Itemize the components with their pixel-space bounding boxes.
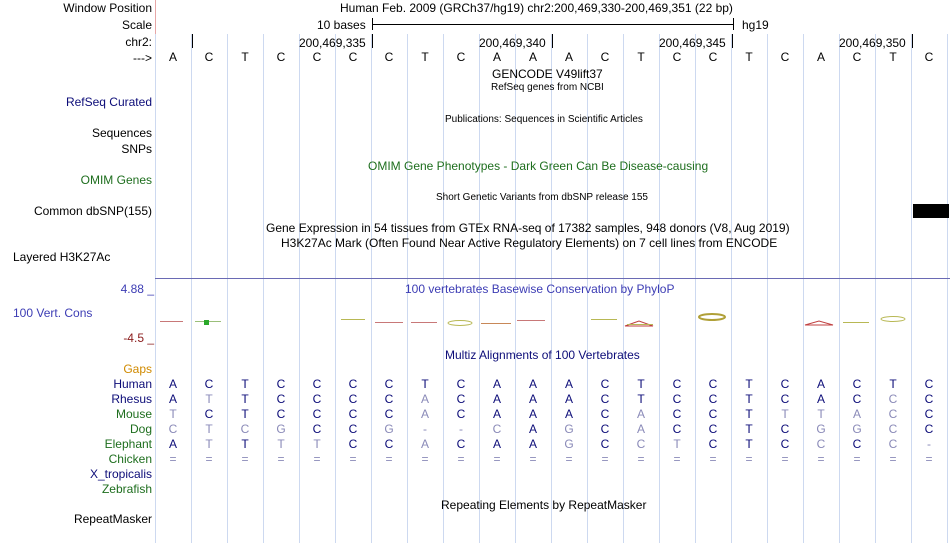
alignment-base: C [852, 437, 862, 451]
base-letter: T [421, 50, 429, 64]
alignment-base: = [529, 452, 537, 466]
base-letter: C [924, 50, 934, 64]
gencode-track-title[interactable]: GENCODE V49lift37 [492, 67, 603, 81]
species-label[interactable]: Mouse [115, 407, 152, 421]
base-guide-line [839, 34, 840, 543]
publications-track-title[interactable]: Publications: Sequences in Scientific Articles [445, 114, 643, 125]
alignment-base: = [745, 452, 753, 466]
base-letter: A [816, 50, 825, 64]
phylop-signal[interactable] [155, 300, 950, 340]
base-letter: T [241, 50, 249, 64]
alignment-base: C [852, 392, 862, 406]
alignment-base: A [492, 407, 501, 421]
repeatmasker-track-title[interactable]: Repeating Elements by RepeatMasker [441, 498, 647, 512]
alignment-base: C [384, 437, 394, 451]
scale-bar-text: 10 bases [317, 18, 366, 32]
base-guide-line [299, 34, 300, 543]
alignment-base: = [277, 452, 285, 466]
alignment-base: C [276, 392, 286, 406]
alignment-base: = [565, 452, 573, 466]
alignment-base: A [420, 392, 429, 406]
strand-label: ---> [133, 51, 152, 65]
base-guide-line [191, 34, 192, 543]
alignment-base: T [241, 407, 249, 421]
alignment-base: A [564, 392, 573, 406]
alignment-base: = [493, 452, 501, 466]
species-label[interactable]: Dog [129, 422, 152, 436]
base-letter: C [780, 50, 790, 64]
alignment-base: T [745, 377, 753, 391]
alignment-base: A [492, 392, 501, 406]
ruler-tick [912, 34, 913, 48]
alignment-base: C [456, 407, 466, 421]
alignment-base: A [420, 437, 429, 451]
alignment-base: C [456, 392, 466, 406]
alignment-base: C [636, 437, 646, 451]
species-label[interactable]: Rhesus [111, 392, 152, 406]
base-letter: C [852, 50, 862, 64]
alignment-base: T [637, 377, 645, 391]
alignment-base: T [205, 392, 213, 406]
ruler-tick-label: 200,469,345 [659, 36, 726, 50]
base-letter: C [204, 50, 214, 64]
alignment-base: C [240, 422, 250, 436]
window-position-text[interactable]: Human Feb. 2009 (GRCh37/hg19) chr2:200,469,330-200,469,351 (22 bp) [340, 1, 733, 15]
alignment-base: - [459, 422, 463, 436]
alignment-base: C [708, 422, 718, 436]
alignment-base: C [168, 422, 178, 436]
base-guide-line [947, 34, 948, 543]
alignment-base: C [888, 422, 898, 436]
species-label[interactable]: X_tropicalis [89, 467, 152, 481]
base-guide-line [767, 34, 768, 543]
alignment-base: C [600, 422, 610, 436]
base-letter: C [672, 50, 682, 64]
alignment-base: C [348, 407, 358, 421]
base-letter: C [456, 50, 466, 64]
alignment-base: A [816, 392, 825, 406]
alignment-base: A [528, 392, 537, 406]
alignment-base: C [780, 377, 790, 391]
omim-phenotypes-title[interactable]: OMIM Gene Phenotypes - Dark Green Can Be Disease-causing [368, 159, 709, 173]
alignment-base: = [313, 452, 321, 466]
base-letter: A [492, 50, 501, 64]
alignment-base: C [348, 437, 358, 451]
alignment-base: T [205, 422, 213, 436]
alignment-base: T [169, 407, 177, 421]
alignment-base: = [457, 452, 465, 466]
alignment-base: G [852, 422, 862, 436]
alignment-base: T [241, 377, 249, 391]
base-guide-line [263, 34, 264, 543]
h3k27ac-baseline [155, 278, 950, 279]
base-guide-line [803, 34, 804, 543]
alignment-base: A [168, 437, 177, 451]
alignment-base: A [636, 422, 645, 436]
alignment-base: C [924, 407, 934, 421]
alignment-base: = [817, 452, 825, 466]
alignment-base: C [348, 422, 358, 436]
alignment-base: C [672, 422, 682, 436]
alignment-base: C [780, 437, 790, 451]
refseq-track-title[interactable]: RefSeq genes from NCBI [491, 82, 604, 93]
base-letter: C [312, 50, 322, 64]
alignment-base: C [924, 377, 934, 391]
alignment-base: A [528, 437, 537, 451]
alignment-base: = [781, 452, 789, 466]
alignment-base: C [708, 407, 718, 421]
alignment-base: T [817, 407, 825, 421]
alignment-base: T [745, 392, 753, 406]
phylop-min-label: -4.5 _ [123, 331, 154, 345]
common-dbsnp-label[interactable]: Common dbSNP(155) [33, 204, 152, 218]
alignment-base: = [241, 452, 249, 466]
ruler-tick-label: 200,469,335 [299, 36, 366, 50]
scale-label: Scale [121, 18, 152, 32]
refseq-curated-label[interactable]: RefSeq Curated [65, 95, 152, 109]
base-letter: C [348, 50, 358, 64]
gaps-label[interactable]: Gaps [123, 362, 152, 376]
alignment-base: A [528, 407, 537, 421]
alignment-base: C [384, 392, 394, 406]
repeatmasker-label[interactable]: RepeatMasker [73, 512, 152, 526]
alignment-base: A [528, 422, 537, 436]
alignment-base: C [276, 407, 286, 421]
base-letter: T [889, 50, 897, 64]
phylop-mark [204, 320, 209, 325]
layered-h3k27ac-label[interactable]: Layered H3K27Ac [13, 250, 111, 264]
sequences-label[interactable]: Sequences [91, 126, 152, 140]
alignment-base: C [672, 377, 682, 391]
alignment-base: C [204, 377, 214, 391]
alignment-base: = [601, 452, 609, 466]
scale-assembly: hg19 [742, 18, 769, 32]
alignment-base: A [420, 407, 429, 421]
alignment-base: C [780, 392, 790, 406]
base-guide-line [731, 34, 732, 543]
scale-bar-right-tick [733, 18, 734, 30]
alignment-base: C [312, 377, 322, 391]
alignment-base: T [205, 437, 213, 451]
alignment-base: C [600, 392, 610, 406]
alignment-base: C [888, 392, 898, 406]
alignment-base: C [312, 422, 322, 436]
base-letter: T [745, 50, 753, 64]
alignment-base: A [564, 407, 573, 421]
ruler-tick [192, 34, 193, 48]
base-guide-line [911, 34, 912, 543]
alignment-base: A [636, 407, 645, 421]
alignment-base: C [492, 422, 502, 436]
base-letter: T [637, 50, 645, 64]
alignment-base: C [600, 437, 610, 451]
alignment-base: A [852, 407, 861, 421]
alignment-base: C [600, 407, 610, 421]
alignment-base: = [889, 452, 897, 466]
base-letter: C [384, 50, 394, 64]
alignment-base: = [637, 452, 645, 466]
alignment-base: A [492, 437, 501, 451]
alignment-base: C [816, 437, 826, 451]
base-letter: A [168, 50, 177, 64]
base-guide-line [155, 34, 156, 543]
alignment-base: = [925, 452, 933, 466]
alignment-base: C [384, 377, 394, 391]
alignment-base: A [816, 377, 825, 391]
alignment-base: C [456, 377, 466, 391]
base-guide-line [335, 34, 336, 543]
alignment-base: - [927, 437, 931, 451]
alignment-base: C [600, 377, 610, 391]
alignment-base: A [528, 377, 537, 391]
species-label[interactable]: Elephant [104, 437, 152, 451]
alignment-base: C [672, 407, 682, 421]
alignment-base: C [312, 392, 322, 406]
alignment-base: T [889, 377, 897, 391]
ruler-label: chr2: [125, 35, 152, 49]
phylop-track-title[interactable]: 100 vertebrates Basewise Conservation by PhyloP [405, 282, 675, 296]
alignment-base: G [564, 422, 574, 436]
base-guide-line [371, 34, 372, 543]
alignment-base: A [168, 392, 177, 406]
multiz-track-title[interactable]: Multiz Alignments of 100 Vertebrates [445, 348, 640, 362]
alignment-base: C [348, 392, 358, 406]
alignment-base: C [708, 392, 718, 406]
ruler-tick [732, 34, 733, 48]
alignment-base: = [169, 452, 177, 466]
alignment-base: T [241, 437, 249, 451]
alignment-base: T [421, 377, 429, 391]
alignment-base: G [276, 422, 286, 436]
alignment-base: T [745, 407, 753, 421]
base-letter: A [528, 50, 537, 64]
alignment-base: T [673, 437, 681, 451]
base-letter: A [564, 50, 573, 64]
alignment-base: C [924, 422, 934, 436]
alignment-base: C [708, 437, 718, 451]
scale-bar [372, 24, 734, 25]
alignment-base: C [312, 407, 322, 421]
snps-label[interactable]: SNPs [121, 142, 152, 156]
dbsnp-variant-block[interactable] [913, 204, 949, 218]
alignment-base: T [745, 422, 753, 436]
alignment-base: = [853, 452, 861, 466]
alignment-base: T [637, 392, 645, 406]
alignment-base: = [349, 452, 357, 466]
base-letter: C [276, 50, 286, 64]
alignment-base: - [423, 422, 427, 436]
alignment-base: A [492, 377, 501, 391]
alignment-base: T [241, 392, 249, 406]
base-guide-line [695, 34, 696, 543]
species-label[interactable]: Zebrafish [101, 482, 152, 496]
alignment-base: C [672, 392, 682, 406]
alignment-base: C [384, 407, 394, 421]
alignment-base: = [385, 452, 393, 466]
alignment-base: A [168, 377, 177, 391]
ruler-tick-label: 200,469,350 [839, 36, 906, 50]
base-guide-line [875, 34, 876, 543]
alignment-base: C [780, 422, 790, 436]
alignment-base: C [888, 437, 898, 451]
base-guide-line [227, 34, 228, 543]
alignment-base: C [924, 392, 934, 406]
ruler-tick [372, 34, 373, 48]
alignment-base: C [204, 407, 214, 421]
alignment-base: = [709, 452, 717, 466]
species-label[interactable]: Chicken [108, 452, 152, 466]
alignment-base: C [888, 407, 898, 421]
alignment-base: G [564, 437, 574, 451]
base-letter: C [708, 50, 718, 64]
alignment-base: G [384, 422, 394, 436]
alignment-base: C [348, 377, 358, 391]
alignment-base: T [277, 437, 285, 451]
species-label[interactable]: Human [113, 377, 152, 391]
alignment-base: T [781, 407, 789, 421]
alignment-base: A [564, 377, 573, 391]
alignment-base: C [456, 437, 466, 451]
alignment-base: = [205, 452, 213, 466]
alignment-base: G [816, 422, 826, 436]
vert-cons-label[interactable]: 100 Vert. Cons [13, 306, 93, 320]
omim-genes-label[interactable]: OMIM Genes [80, 173, 152, 187]
alignment-base: = [421, 452, 429, 466]
h3k27ac-track-title[interactable]: H3K27Ac Mark (Often Found Near Active Regulatory Elements) on 7 cell lines from ENCODE [281, 236, 778, 250]
alignment-base: C [852, 377, 862, 391]
alignment-base: = [673, 452, 681, 466]
dbsnp-track-title[interactable]: Short Genetic Variants from dbSNP release 155 [436, 192, 648, 203]
alignment-base: C [276, 377, 286, 391]
alignment-base: C [708, 377, 718, 391]
window-position-label: Window Position [63, 1, 152, 15]
alignment-base: T [745, 437, 753, 451]
gtex-track-title[interactable]: Gene Expression in 54 tissues from GTEx RNA-seq of 17382 samples, 948 donors (V8, Aug 2019) [266, 221, 790, 235]
ruler-tick-label: 200,469,340 [479, 36, 546, 50]
base-letter: C [600, 50, 610, 64]
phylop-max-label: 4.88 _ [120, 282, 154, 296]
scale-bar-left-tick [372, 18, 373, 30]
alignment-base: T [313, 437, 321, 451]
ruler-tick [552, 34, 553, 48]
